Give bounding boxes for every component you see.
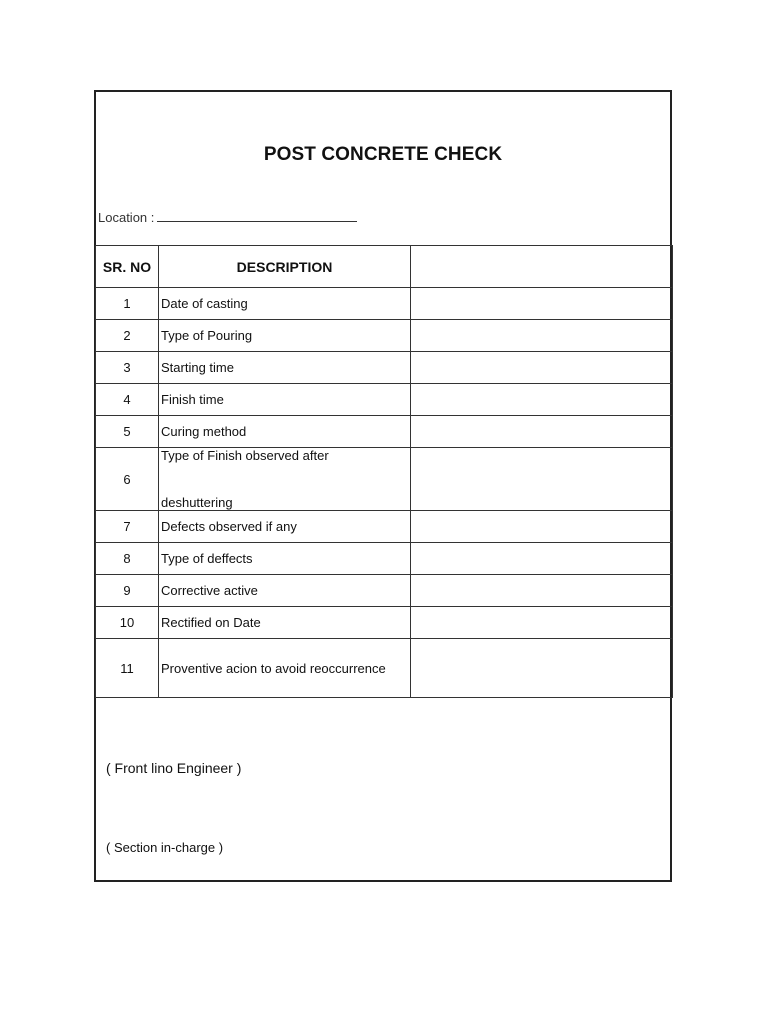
- row-remarks-cell[interactable]: [411, 575, 673, 607]
- row-remarks-cell[interactable]: [411, 511, 673, 543]
- table-row: [96, 607, 673, 639]
- row-description-line2: deshuttering: [161, 495, 233, 510]
- row-remarks-cell[interactable]: [411, 416, 673, 448]
- row-description: Starting time: [159, 352, 411, 384]
- table-row: [96, 416, 673, 448]
- row-sr-no: 5: [96, 416, 159, 448]
- row-sr-no: 11: [96, 639, 159, 698]
- row-remarks-cell[interactable]: [411, 352, 673, 384]
- location-label: Location :: [98, 210, 155, 225]
- form-frame: [94, 90, 672, 882]
- table-row: [96, 384, 673, 416]
- checklist-table: [95, 245, 673, 698]
- row-sr-no: 9: [96, 575, 159, 607]
- row-sr-no: 8: [96, 543, 159, 575]
- form-title: POST CONCRETE CHECK: [263, 144, 503, 165]
- table-row: [96, 511, 673, 543]
- row-description: Rectified on Date: [159, 607, 411, 639]
- table-row: [96, 639, 673, 698]
- row-description-line1: Type of Finish observed after: [161, 448, 329, 463]
- row-sr-no: 7: [96, 511, 159, 543]
- row-sr-no: 3: [96, 352, 159, 384]
- row-sr-no: 4: [96, 384, 159, 416]
- row-description: Corrective active: [159, 575, 411, 607]
- front-line-engineer-signature: ( Front lino Engineer ): [106, 760, 242, 776]
- header-sr-no: SR. NO: [96, 246, 159, 288]
- row-remarks-cell[interactable]: [411, 288, 673, 320]
- row-remarks-cell[interactable]: [411, 384, 673, 416]
- row-remarks-cell[interactable]: [411, 320, 673, 352]
- row-description: [159, 448, 411, 511]
- table-row: [96, 352, 673, 384]
- row-sr-no: 6: [96, 448, 159, 511]
- row-description: Type of deffects: [159, 543, 411, 575]
- location-field: [98, 210, 357, 225]
- table-row: [96, 320, 673, 352]
- header-description: DESCRIPTION: [159, 246, 411, 288]
- table-row: [96, 575, 673, 607]
- row-remarks-cell[interactable]: [411, 607, 673, 639]
- header-remarks: [411, 246, 673, 288]
- row-sr-no: 10: [96, 607, 159, 639]
- row-description: Proventive acion to avoid reoccurrence: [159, 639, 411, 698]
- section-incharge-signature: ( Section in-charge ): [106, 840, 224, 855]
- row-description: Curing method: [159, 416, 411, 448]
- row-description: Date of casting: [159, 288, 411, 320]
- table-row: [96, 543, 673, 575]
- row-sr-no: 1: [96, 288, 159, 320]
- row-remarks-cell[interactable]: [411, 543, 673, 575]
- row-sr-no: 2: [96, 320, 159, 352]
- row-remarks-cell[interactable]: [411, 448, 673, 511]
- location-blank-line[interactable]: [157, 210, 357, 222]
- row-description: Defects observed if any: [159, 511, 411, 543]
- table-header-row: [96, 246, 673, 288]
- table-row: [96, 288, 673, 320]
- row-remarks-cell[interactable]: [411, 639, 673, 698]
- row-description: Type of Pouring: [159, 320, 411, 352]
- row-description: Finish time: [159, 384, 411, 416]
- table-row: [96, 448, 673, 511]
